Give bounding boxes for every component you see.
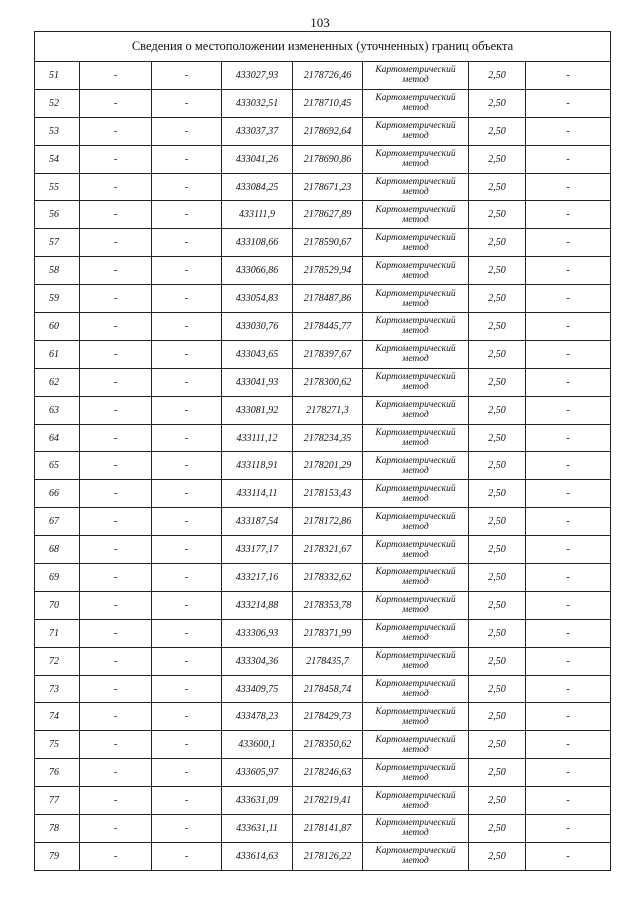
description-cell: - <box>526 703 611 731</box>
table-row <box>35 229 611 257</box>
description-cell: - <box>526 62 611 90</box>
table-row <box>35 536 611 564</box>
y-coordinate-cell: 2178141,87 <box>293 815 363 843</box>
old-y-cell: - <box>152 675 222 703</box>
accuracy-cell: 2,50 <box>469 675 526 703</box>
accuracy-cell: 2,50 <box>469 508 526 536</box>
table-row <box>35 340 611 368</box>
method-cell: Картометрический метод <box>363 285 469 313</box>
method-cell: Картометрический метод <box>363 396 469 424</box>
y-coordinate-cell: 2178219,41 <box>293 787 363 815</box>
old-x-cell: - <box>80 452 152 480</box>
x-coordinate-cell: 433081,92 <box>222 396 293 424</box>
point-number-cell: 74 <box>35 703 80 731</box>
description-cell: - <box>526 89 611 117</box>
y-coordinate-cell: 2178726,46 <box>293 62 363 90</box>
x-coordinate-cell: 433631,11 <box>222 815 293 843</box>
table-row <box>35 145 611 173</box>
method-cell: Картометрический метод <box>363 591 469 619</box>
point-number-cell: 77 <box>35 787 80 815</box>
x-coordinate-cell: 433114,11 <box>222 480 293 508</box>
table-title: Сведения о местоположении измененных (уточненных) границ объекта <box>35 32 611 62</box>
method-cell: Картометрический метод <box>363 842 469 870</box>
y-coordinate-cell: 2178246,63 <box>293 759 363 787</box>
x-coordinate-cell: 433306,93 <box>222 619 293 647</box>
old-x-cell: - <box>80 675 152 703</box>
point-number-cell: 75 <box>35 731 80 759</box>
y-coordinate-cell: 2178458,74 <box>293 675 363 703</box>
method-cell: Картометрический метод <box>363 787 469 815</box>
old-x-cell: - <box>80 787 152 815</box>
x-coordinate-cell: 433084,25 <box>222 173 293 201</box>
table-row <box>35 480 611 508</box>
accuracy-cell: 2,50 <box>469 285 526 313</box>
table-row <box>35 424 611 452</box>
accuracy-cell: 2,50 <box>469 257 526 285</box>
table-row <box>35 396 611 424</box>
old-y-cell: - <box>152 173 222 201</box>
y-coordinate-cell: 2178271,3 <box>293 396 363 424</box>
old-y-cell: - <box>152 647 222 675</box>
old-y-cell: - <box>152 368 222 396</box>
point-number-cell: 65 <box>35 452 80 480</box>
old-y-cell: - <box>152 285 222 313</box>
y-coordinate-cell: 2178627,89 <box>293 201 363 229</box>
description-cell: - <box>526 619 611 647</box>
method-cell: Картометрический метод <box>363 145 469 173</box>
accuracy-cell: 2,50 <box>469 536 526 564</box>
old-x-cell: - <box>80 480 152 508</box>
x-coordinate-cell: 433108,66 <box>222 229 293 257</box>
old-x-cell: - <box>80 117 152 145</box>
old-x-cell: - <box>80 591 152 619</box>
accuracy-cell: 2,50 <box>469 62 526 90</box>
old-x-cell: - <box>80 313 152 341</box>
point-number-cell: 79 <box>35 842 80 870</box>
description-cell: - <box>526 480 611 508</box>
old-x-cell: - <box>80 396 152 424</box>
accuracy-cell: 2,50 <box>469 89 526 117</box>
old-x-cell: - <box>80 731 152 759</box>
x-coordinate-cell: 433054,83 <box>222 285 293 313</box>
point-number-cell: 57 <box>35 229 80 257</box>
description-cell: - <box>526 536 611 564</box>
point-number-cell: 61 <box>35 340 80 368</box>
old-y-cell: - <box>152 117 222 145</box>
old-x-cell: - <box>80 619 152 647</box>
old-x-cell: - <box>80 257 152 285</box>
old-x-cell: - <box>80 647 152 675</box>
old-y-cell: - <box>152 424 222 452</box>
point-number-cell: 51 <box>35 62 80 90</box>
old-x-cell: - <box>80 536 152 564</box>
point-number-cell: 67 <box>35 508 80 536</box>
x-coordinate-cell: 433177,17 <box>222 536 293 564</box>
old-x-cell: - <box>80 201 152 229</box>
old-y-cell: - <box>152 257 222 285</box>
x-coordinate-cell: 433111,9 <box>222 201 293 229</box>
x-coordinate-cell: 433304,36 <box>222 647 293 675</box>
x-coordinate-cell: 433605,97 <box>222 759 293 787</box>
old-y-cell: - <box>152 591 222 619</box>
point-number-cell: 72 <box>35 647 80 675</box>
accuracy-cell: 2,50 <box>469 731 526 759</box>
accuracy-cell: 2,50 <box>469 815 526 843</box>
table-row <box>35 703 611 731</box>
point-number-cell: 62 <box>35 368 80 396</box>
method-cell: Картометрический метод <box>363 340 469 368</box>
x-coordinate-cell: 433027,93 <box>222 62 293 90</box>
x-coordinate-cell: 433043,65 <box>222 340 293 368</box>
point-number-cell: 63 <box>35 396 80 424</box>
y-coordinate-cell: 2178234,35 <box>293 424 363 452</box>
table-row <box>35 368 611 396</box>
y-coordinate-cell: 2178445,77 <box>293 313 363 341</box>
description-cell: - <box>526 229 611 257</box>
point-number-cell: 58 <box>35 257 80 285</box>
old-x-cell: - <box>80 89 152 117</box>
accuracy-cell: 2,50 <box>469 201 526 229</box>
old-x-cell: - <box>80 145 152 173</box>
old-x-cell: - <box>80 759 152 787</box>
description-cell: - <box>526 452 611 480</box>
x-coordinate-cell: 433187,54 <box>222 508 293 536</box>
x-coordinate-cell: 433614,63 <box>222 842 293 870</box>
point-number-cell: 54 <box>35 145 80 173</box>
table-row <box>35 564 611 592</box>
x-coordinate-cell: 433214,88 <box>222 591 293 619</box>
y-coordinate-cell: 2178671,23 <box>293 173 363 201</box>
method-cell: Картометрический метод <box>363 257 469 285</box>
method-cell: Картометрический метод <box>363 313 469 341</box>
old-x-cell: - <box>80 703 152 731</box>
old-y-cell: - <box>152 536 222 564</box>
old-x-cell: - <box>80 285 152 313</box>
method-cell: Картометрический метод <box>363 368 469 396</box>
description-cell: - <box>526 368 611 396</box>
accuracy-cell: 2,50 <box>469 368 526 396</box>
method-cell: Картометрический метод <box>363 536 469 564</box>
accuracy-cell: 2,50 <box>469 117 526 145</box>
method-cell: Картометрический метод <box>363 759 469 787</box>
table-row <box>35 787 611 815</box>
x-coordinate-cell: 433409,75 <box>222 675 293 703</box>
table-row <box>35 452 611 480</box>
point-number-cell: 53 <box>35 117 80 145</box>
description-cell: - <box>526 424 611 452</box>
y-coordinate-cell: 2178429,73 <box>293 703 363 731</box>
table-row <box>35 647 611 675</box>
accuracy-cell: 2,50 <box>469 591 526 619</box>
accuracy-cell: 2,50 <box>469 647 526 675</box>
accuracy-cell: 2,50 <box>469 480 526 508</box>
point-number-cell: 66 <box>35 480 80 508</box>
y-coordinate-cell: 2178353,78 <box>293 591 363 619</box>
old-x-cell: - <box>80 842 152 870</box>
table-row <box>35 201 611 229</box>
description-cell: - <box>526 842 611 870</box>
table-row <box>35 508 611 536</box>
description-cell: - <box>526 675 611 703</box>
table-row <box>35 313 611 341</box>
accuracy-cell: 2,50 <box>469 340 526 368</box>
boundary-coordinates-table <box>34 31 611 871</box>
accuracy-cell: 2,50 <box>469 313 526 341</box>
accuracy-cell: 2,50 <box>469 396 526 424</box>
method-cell: Картометрический метод <box>363 647 469 675</box>
table-row <box>35 731 611 759</box>
description-cell: - <box>526 201 611 229</box>
accuracy-cell: 2,50 <box>469 173 526 201</box>
description-cell: - <box>526 787 611 815</box>
old-x-cell: - <box>80 340 152 368</box>
old-y-cell: - <box>152 89 222 117</box>
point-number-cell: 56 <box>35 201 80 229</box>
accuracy-cell: 2,50 <box>469 787 526 815</box>
method-cell: Картометрический метод <box>363 89 469 117</box>
y-coordinate-cell: 2178397,67 <box>293 340 363 368</box>
y-coordinate-cell: 2178126,22 <box>293 842 363 870</box>
y-coordinate-cell: 2178710,45 <box>293 89 363 117</box>
point-number-cell: 52 <box>35 89 80 117</box>
x-coordinate-cell: 433600,1 <box>222 731 293 759</box>
description-cell: - <box>526 731 611 759</box>
accuracy-cell: 2,50 <box>469 619 526 647</box>
table-title-row <box>35 32 611 62</box>
point-number-cell: 59 <box>35 285 80 313</box>
y-coordinate-cell: 2178153,43 <box>293 480 363 508</box>
accuracy-cell: 2,50 <box>469 452 526 480</box>
table-row <box>35 591 611 619</box>
description-cell: - <box>526 396 611 424</box>
method-cell: Картометрический метод <box>363 480 469 508</box>
y-coordinate-cell: 2178590,67 <box>293 229 363 257</box>
point-number-cell: 68 <box>35 536 80 564</box>
method-cell: Картометрический метод <box>363 703 469 731</box>
description-cell: - <box>526 759 611 787</box>
x-coordinate-cell: 433032,51 <box>222 89 293 117</box>
description-cell: - <box>526 508 611 536</box>
description-cell: - <box>526 117 611 145</box>
point-number-cell: 64 <box>35 424 80 452</box>
method-cell: Картометрический метод <box>363 508 469 536</box>
x-coordinate-cell: 433041,26 <box>222 145 293 173</box>
x-coordinate-cell: 433111,12 <box>222 424 293 452</box>
old-y-cell: - <box>152 703 222 731</box>
accuracy-cell: 2,50 <box>469 229 526 257</box>
old-y-cell: - <box>152 340 222 368</box>
point-number-cell: 69 <box>35 564 80 592</box>
y-coordinate-cell: 2178371,99 <box>293 619 363 647</box>
y-coordinate-cell: 2178321,67 <box>293 536 363 564</box>
method-cell: Картометрический метод <box>363 229 469 257</box>
description-cell: - <box>526 340 611 368</box>
y-coordinate-cell: 2178690,86 <box>293 145 363 173</box>
table-row <box>35 619 611 647</box>
method-cell: Картометрический метод <box>363 173 469 201</box>
y-coordinate-cell: 2178529,94 <box>293 257 363 285</box>
method-cell: Картометрический метод <box>363 424 469 452</box>
y-coordinate-cell: 2178201,29 <box>293 452 363 480</box>
point-number-cell: 78 <box>35 815 80 843</box>
old-y-cell: - <box>152 396 222 424</box>
method-cell: Картометрический метод <box>363 452 469 480</box>
description-cell: - <box>526 145 611 173</box>
method-cell: Картометрический метод <box>363 564 469 592</box>
description-cell: - <box>526 591 611 619</box>
table-row <box>35 675 611 703</box>
description-cell: - <box>526 564 611 592</box>
old-x-cell: - <box>80 564 152 592</box>
table-row <box>35 62 611 90</box>
table-row <box>35 173 611 201</box>
old-y-cell: - <box>152 145 222 173</box>
old-y-cell: - <box>152 201 222 229</box>
x-coordinate-cell: 433631,09 <box>222 787 293 815</box>
accuracy-cell: 2,50 <box>469 564 526 592</box>
method-cell: Картометрический метод <box>363 619 469 647</box>
table-row <box>35 89 611 117</box>
old-x-cell: - <box>80 229 152 257</box>
old-y-cell: - <box>152 731 222 759</box>
method-cell: Картометрический метод <box>363 815 469 843</box>
description-cell: - <box>526 647 611 675</box>
old-y-cell: - <box>152 564 222 592</box>
point-number-cell: 60 <box>35 313 80 341</box>
description-cell: - <box>526 257 611 285</box>
old-x-cell: - <box>80 424 152 452</box>
x-coordinate-cell: 433030,76 <box>222 313 293 341</box>
accuracy-cell: 2,50 <box>469 842 526 870</box>
x-coordinate-cell: 433478,23 <box>222 703 293 731</box>
y-coordinate-cell: 2178350,62 <box>293 731 363 759</box>
table-row <box>35 759 611 787</box>
y-coordinate-cell: 2178692,64 <box>293 117 363 145</box>
old-y-cell: - <box>152 480 222 508</box>
x-coordinate-cell: 433041,93 <box>222 368 293 396</box>
old-y-cell: - <box>152 452 222 480</box>
point-number-cell: 73 <box>35 675 80 703</box>
page-number: 103 <box>310 15 330 30</box>
method-cell: Картометрический метод <box>363 62 469 90</box>
x-coordinate-cell: 433217,16 <box>222 564 293 592</box>
x-coordinate-cell: 433037,37 <box>222 117 293 145</box>
point-number-cell: 76 <box>35 759 80 787</box>
old-y-cell: - <box>152 759 222 787</box>
table-row <box>35 842 611 870</box>
old-y-cell: - <box>152 842 222 870</box>
old-y-cell: - <box>152 62 222 90</box>
old-x-cell: - <box>80 173 152 201</box>
y-coordinate-cell: 2178172,86 <box>293 508 363 536</box>
method-cell: Картометрический метод <box>363 675 469 703</box>
old-x-cell: - <box>80 368 152 396</box>
table-row <box>35 257 611 285</box>
old-x-cell: - <box>80 815 152 843</box>
description-cell: - <box>526 313 611 341</box>
accuracy-cell: 2,50 <box>469 424 526 452</box>
method-cell: Картометрический метод <box>363 731 469 759</box>
point-number-cell: 55 <box>35 173 80 201</box>
accuracy-cell: 2,50 <box>469 759 526 787</box>
table-row <box>35 285 611 313</box>
old-y-cell: - <box>152 313 222 341</box>
old-y-cell: - <box>152 815 222 843</box>
description-cell: - <box>526 173 611 201</box>
accuracy-cell: 2,50 <box>469 145 526 173</box>
point-number-cell: 71 <box>35 619 80 647</box>
table-row <box>35 117 611 145</box>
old-x-cell: - <box>80 508 152 536</box>
description-cell: - <box>526 285 611 313</box>
accuracy-cell: 2,50 <box>469 703 526 731</box>
old-y-cell: - <box>152 787 222 815</box>
old-y-cell: - <box>152 619 222 647</box>
method-cell: Картометрический метод <box>363 117 469 145</box>
y-coordinate-cell: 2178435,7 <box>293 647 363 675</box>
description-cell: - <box>526 815 611 843</box>
x-coordinate-cell: 433066,86 <box>222 257 293 285</box>
old-y-cell: - <box>152 229 222 257</box>
point-number-cell: 70 <box>35 591 80 619</box>
old-y-cell: - <box>152 508 222 536</box>
y-coordinate-cell: 2178487,86 <box>293 285 363 313</box>
y-coordinate-cell: 2178332,62 <box>293 564 363 592</box>
method-cell: Картометрический метод <box>363 201 469 229</box>
table-row <box>35 815 611 843</box>
y-coordinate-cell: 2178300,62 <box>293 368 363 396</box>
x-coordinate-cell: 433118,91 <box>222 452 293 480</box>
old-x-cell: - <box>80 62 152 90</box>
